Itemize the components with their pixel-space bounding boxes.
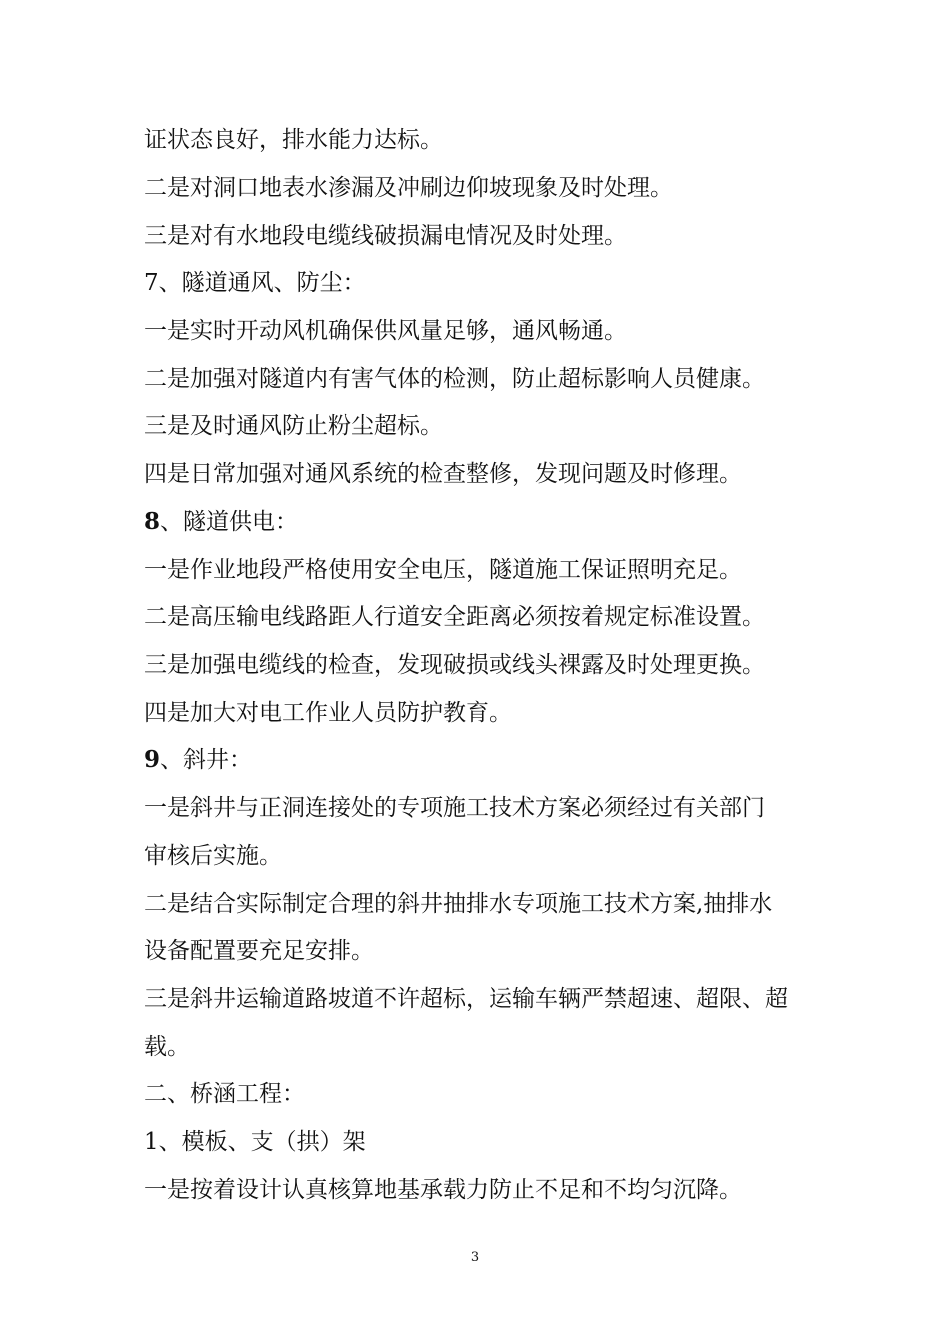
text-line: 二是高压输电线路距人行道安全距离必须按着规定标准设置。 bbox=[144, 604, 765, 630]
section-heading-bridges: 二、桥涵工程： bbox=[144, 1081, 305, 1107]
text-line: 一是作业地段严格使用安全电压，隧道施工保证照明充足。 bbox=[144, 557, 742, 583]
text-line: 三是斜井运输道路坡道不许超标，运输车辆严禁超速、超限、超 bbox=[144, 986, 788, 1012]
text-line: 二是加强对隧道内有害气体的检测，防止超标影响人员健康。 bbox=[144, 366, 765, 392]
section-heading-7: 7、隧道通风、防尘： bbox=[144, 270, 366, 296]
section-heading-8 bbox=[144, 507, 824, 537]
text-line: 载。 bbox=[144, 1034, 190, 1060]
section-number: 8 bbox=[144, 508, 161, 535]
text-line: 一是实时开动风机确保供风量足够，通风畅通。 bbox=[144, 318, 627, 344]
text-line: 设备配置要充足安排。 bbox=[144, 938, 374, 964]
section-number: 9 bbox=[144, 746, 161, 773]
text-line: 一是按着设计认真核算地基承载力防止不足和不均匀沉降。 bbox=[144, 1177, 742, 1203]
text-line: 三是加强电缆线的检查，发现破损或线头裸露及时处理更换。 bbox=[144, 652, 765, 678]
subsection-heading: 1、模板、支（拱）架 bbox=[144, 1129, 366, 1155]
section-title: 、隧道供电： bbox=[160, 509, 299, 535]
section-title: 、斜井： bbox=[160, 747, 253, 773]
text-line: 证状态良好，排水能力达标。 bbox=[144, 127, 443, 153]
section-heading-9 bbox=[144, 745, 824, 775]
text-line: 二是对洞口地表水渗漏及冲刷边仰坡现象及时处理。 bbox=[144, 175, 673, 201]
page-number: 3 bbox=[470, 1250, 480, 1265]
text-line: 三是及时通风防止粉尘超标。 bbox=[144, 413, 443, 439]
text-line: 二是结合实际制定合理的斜井抽排水专项施工技术方案,抽排水 bbox=[144, 891, 773, 917]
text-line: 审核后实施。 bbox=[144, 843, 282, 869]
text-line: 一是斜井与正洞连接处的专项施工技术方案必须经过有关部门 bbox=[144, 795, 765, 821]
text-line: 三是对有水地段电缆线破损漏电情况及时处理。 bbox=[144, 223, 627, 249]
text-line: 四是日常加强对通风系统的检查整修，发现问题及时修理。 bbox=[144, 461, 742, 487]
text-line: 四是加大对电工作业人员防护教育。 bbox=[144, 700, 512, 726]
